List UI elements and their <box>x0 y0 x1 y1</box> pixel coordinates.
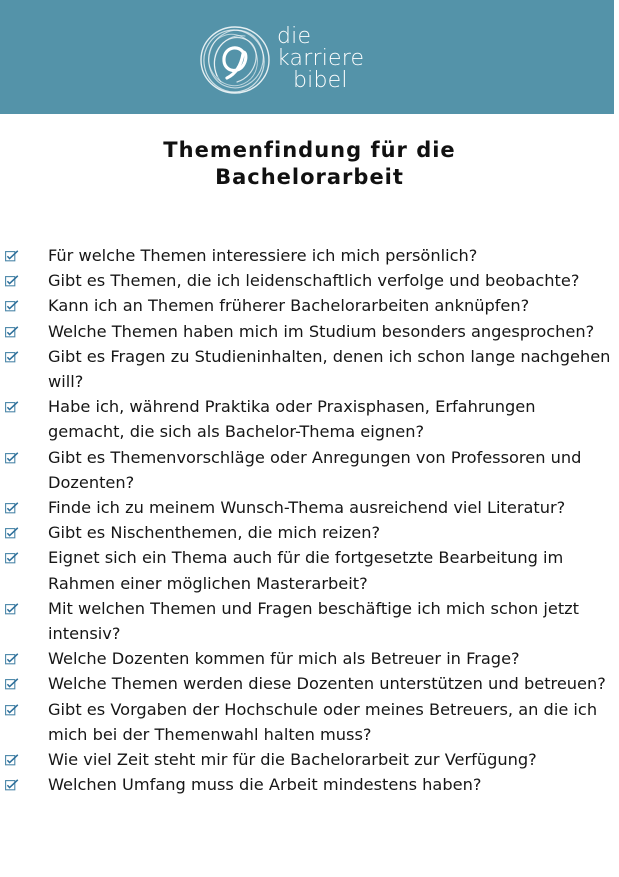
checklist-item <box>0 646 619 671</box>
checklist-item-text: Welchen Umfang muss die Arbeit mindestens haben? <box>48 775 482 795</box>
page-title-line-1: Themenfindung für die <box>163 138 456 162</box>
checklist-item <box>0 268 619 293</box>
checklist <box>0 243 619 797</box>
logo-wordmark <box>277 26 364 92</box>
checkbox-checked-icon <box>5 452 19 464</box>
checklist-item <box>0 596 619 646</box>
checklist-item <box>0 344 619 394</box>
logo-line-2: karriere <box>277 46 365 71</box>
header-banner <box>0 0 614 114</box>
checklist-item <box>0 293 619 318</box>
checklist-item <box>0 747 619 772</box>
checkbox-checked-icon <box>5 678 19 690</box>
checkbox-checked-icon <box>5 653 19 665</box>
checklist-item <box>0 545 619 595</box>
checklist-item <box>0 319 619 344</box>
checklist-item-text: Wie viel Zeit steht mir für die Bachelorarbeit zur Verfügung? <box>48 750 537 770</box>
checklist-item <box>0 394 619 444</box>
checklist-item-text: Gibt es Nischenthemen, die mich reizen? <box>48 523 381 543</box>
checkbox-checked-icon <box>5 401 19 413</box>
logo <box>197 22 427 100</box>
checklist-item-text: Finde ich zu meinem Wunsch-Thema ausreichend viel Literatur? <box>48 498 566 518</box>
checkbox-checked-icon <box>5 603 19 615</box>
checkbox-checked-icon <box>5 754 19 766</box>
checklist-item-text: Habe ich, während Praktika oder Praxisphasen, Erfahrungen gemacht, die sich als Bachelor-Thema eignen? <box>48 397 536 442</box>
checklist-item <box>0 445 619 495</box>
logo-line-1: die <box>277 24 312 49</box>
checklist-item-text: Welche Themen haben mich im Studium besonders angesprochen? <box>48 321 595 341</box>
checklist-item-text: Gibt es Fragen zu Studieninhalten, denen ich schon lange nachgehen will? <box>48 346 611 392</box>
checklist-item-text: Mit welchen Themen und Fragen beschäftige ich mich schon jetzt intensiv? <box>48 598 580 644</box>
checkbox-checked-icon <box>5 300 19 312</box>
checklist-item <box>0 243 619 268</box>
checklist-item-text: Gibt es Vorgaben der Hochschule oder meines Betreuers, an die ich mich bei der Themenwahl halten muss? <box>48 699 598 744</box>
checkbox-checked-icon <box>5 275 19 287</box>
checklist-item <box>0 495 619 520</box>
checklist-item-text: Gibt es Themen, die ich leidenschaftlich verfolge und beobachte? <box>48 271 580 291</box>
swirl-logo-icon <box>197 22 273 98</box>
page-title <box>0 137 619 191</box>
checkbox-checked-icon <box>5 326 19 338</box>
checkbox-checked-icon <box>5 250 19 262</box>
checkbox-checked-icon <box>5 527 19 539</box>
checklist-item <box>0 772 619 797</box>
checklist-item-text: Welche Dozenten kommen für mich als Betreuer in Frage? <box>48 649 520 669</box>
checklist-item-text: Kann ich an Themen früherer Bachelorarbeiten anknüpfen? <box>48 296 530 316</box>
checklist-item-text: Welche Themen werden diese Dozenten unterstützen und betreuen? <box>48 674 606 694</box>
checkbox-checked-icon <box>5 502 19 514</box>
checkbox-checked-icon <box>5 704 19 716</box>
checklist-item-text: Für welche Themen interessiere ich mich persönlich? <box>48 246 478 265</box>
checkbox-checked-icon <box>5 779 19 791</box>
page-title-line-2: Bachelorarbeit <box>215 165 404 189</box>
checklist-item <box>0 697 619 747</box>
checklist-item <box>0 671 619 696</box>
checklist-item-text: Gibt es Themenvorschläge oder Anregungen von Professoren und Dozenten? <box>48 447 582 492</box>
checkbox-checked-icon <box>5 552 19 564</box>
checkbox-checked-icon <box>5 351 19 363</box>
checklist-item <box>0 520 619 545</box>
logo-line-3: bibel <box>293 68 348 93</box>
checklist-item-text: Eignet sich ein Thema auch für die fortgesetzte Bearbeitung im Rahmen einer möglichen Masterarbeit? <box>48 548 564 593</box>
